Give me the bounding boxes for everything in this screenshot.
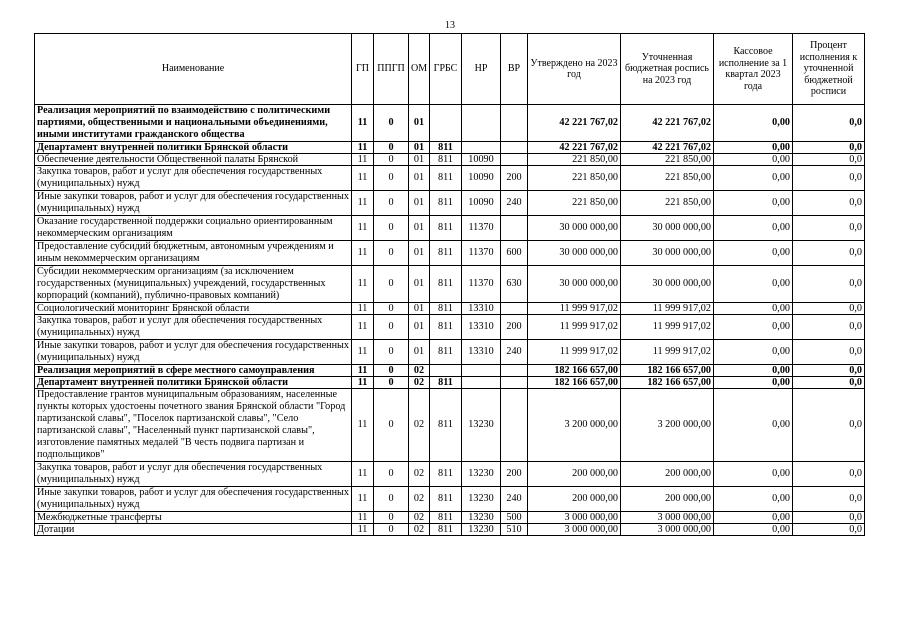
table-row: [35, 303, 865, 315]
cell-gp: 11: [352, 389, 374, 462]
cell-name: Дотации: [35, 524, 352, 536]
cell-grbs: 811: [430, 487, 462, 512]
cell-om: 01: [409, 303, 430, 315]
cell-np: 10090: [462, 191, 501, 216]
cell-grbs: 811: [430, 315, 462, 340]
cell-np: 13310: [462, 303, 501, 315]
header-gp: ГП: [352, 34, 374, 105]
cell-ppgp: 0: [374, 365, 409, 377]
cell-om: 01: [409, 142, 430, 154]
cell-name: Реализация мероприятий по взаимодействию с политическими партиями, общественными и национальными объединениями, иными институтами гражданского общества: [35, 105, 352, 142]
cell-vr: 600: [501, 241, 528, 266]
cell-np: 13230: [462, 487, 501, 512]
cell-gp: 11: [352, 315, 374, 340]
cell-ppgp: 0: [374, 340, 409, 365]
table-body: [35, 105, 865, 536]
cell-ppgp: 0: [374, 105, 409, 142]
cell-gp: 11: [352, 303, 374, 315]
cell-refined: 11 999 917,02: [621, 340, 714, 365]
cell-name: Закупка товаров, работ и услуг для обеспечения государственных (муниципальных) нужд: [35, 462, 352, 487]
cell-cash: 0,00: [714, 266, 793, 303]
cell-approved: 221 850,00: [528, 166, 621, 191]
table-row: [35, 266, 865, 303]
table-row: [35, 241, 865, 266]
cell-gp: 11: [352, 191, 374, 216]
cell-ppgp: 0: [374, 241, 409, 266]
cell-name: Предоставление субсидий бюджетным, автономным учреждениям и иным некоммерческим организациям: [35, 241, 352, 266]
cell-refined: 11 999 917,02: [621, 303, 714, 315]
cell-np: 13230: [462, 512, 501, 524]
header-np: НР: [462, 34, 501, 105]
cell-refined: 3 000 000,00: [621, 524, 714, 536]
cell-gp: 11: [352, 166, 374, 191]
cell-name: Субсидии некоммерческим организациям (за исключением государственных (муниципальных) учреждений, государственных корпораций (компаний), публично-правовых компаний): [35, 266, 352, 303]
cell-gp: 11: [352, 462, 374, 487]
header-percent: Процент исполнения к уточненной бюджетной росписи: [793, 34, 865, 105]
cell-approved: 182 166 657,00: [528, 377, 621, 389]
cell-vr: 240: [501, 191, 528, 216]
table-row: [35, 487, 865, 512]
table-row: [35, 389, 865, 462]
cell-percent: 0,0: [793, 340, 865, 365]
table-row: [35, 512, 865, 524]
cell-ppgp: 0: [374, 389, 409, 462]
table-row: [35, 105, 865, 142]
cell-gp: 11: [352, 487, 374, 512]
cell-refined: 11 999 917,02: [621, 315, 714, 340]
cell-ppgp: 0: [374, 512, 409, 524]
cell-approved: 3 000 000,00: [528, 512, 621, 524]
cell-np: [462, 105, 501, 142]
cell-approved: 42 221 767,02: [528, 142, 621, 154]
cell-gp: 11: [352, 266, 374, 303]
table-row: [35, 340, 865, 365]
cell-om: 01: [409, 154, 430, 166]
cell-approved: 42 221 767,02: [528, 105, 621, 142]
cell-grbs: 811: [430, 462, 462, 487]
cell-vr: [501, 389, 528, 462]
cell-percent: 0,0: [793, 487, 865, 512]
table-row: [35, 154, 865, 166]
header-om: ОМ: [409, 34, 430, 105]
table-row: [35, 462, 865, 487]
header-grbs: ГРБС: [430, 34, 462, 105]
cell-cash: 0,00: [714, 315, 793, 340]
cell-np: 13230: [462, 524, 501, 536]
cell-vr: [501, 216, 528, 241]
cell-vr: [501, 142, 528, 154]
cell-om: 01: [409, 315, 430, 340]
cell-vr: [501, 154, 528, 166]
header-refined: Уточненная бюджетная роспись на 2023 год: [621, 34, 714, 105]
table-row: [35, 166, 865, 191]
cell-om: 02: [409, 512, 430, 524]
cell-refined: 182 166 657,00: [621, 365, 714, 377]
cell-om: 01: [409, 105, 430, 142]
cell-np: [462, 142, 501, 154]
cell-np: 11370: [462, 266, 501, 303]
cell-vr: 630: [501, 266, 528, 303]
header-name: Наименование: [35, 34, 352, 105]
cell-refined: 200 000,00: [621, 462, 714, 487]
cell-refined: 221 850,00: [621, 154, 714, 166]
cell-om: 02: [409, 462, 430, 487]
cell-om: 01: [409, 191, 430, 216]
cell-gp: 11: [352, 340, 374, 365]
cell-ppgp: 0: [374, 266, 409, 303]
cell-vr: [501, 303, 528, 315]
cell-refined: 221 850,00: [621, 191, 714, 216]
cell-percent: 0,0: [793, 365, 865, 377]
cell-cash: 0,00: [714, 462, 793, 487]
cell-grbs: 811: [430, 216, 462, 241]
cell-gp: 11: [352, 377, 374, 389]
cell-grbs: 811: [430, 191, 462, 216]
cell-approved: 182 166 657,00: [528, 365, 621, 377]
table-row: [35, 524, 865, 536]
cell-cash: 0,00: [714, 142, 793, 154]
cell-gp: 11: [352, 524, 374, 536]
cell-vr: [501, 365, 528, 377]
cell-ppgp: 0: [374, 462, 409, 487]
cell-np: 13310: [462, 340, 501, 365]
cell-percent: 0,0: [793, 462, 865, 487]
header-approved: Утверждено на 2023 год: [528, 34, 621, 105]
cell-cash: 0,00: [714, 166, 793, 191]
cell-percent: 0,0: [793, 216, 865, 241]
cell-grbs: 811: [430, 524, 462, 536]
cell-vr: [501, 377, 528, 389]
cell-om: 02: [409, 377, 430, 389]
cell-ppgp: 0: [374, 487, 409, 512]
cell-ppgp: 0: [374, 315, 409, 340]
cell-name: Закупка товаров, работ и услуг для обеспечения государственных (муниципальных) нужд: [35, 166, 352, 191]
cell-gp: 11: [352, 105, 374, 142]
cell-cash: 0,00: [714, 216, 793, 241]
cell-np: 13310: [462, 315, 501, 340]
cell-refined: 30 000 000,00: [621, 266, 714, 303]
cell-grbs: 811: [430, 166, 462, 191]
cell-vr: [501, 105, 528, 142]
cell-percent: 0,0: [793, 315, 865, 340]
cell-percent: 0,0: [793, 303, 865, 315]
cell-ppgp: 0: [374, 142, 409, 154]
cell-approved: 11 999 917,02: [528, 303, 621, 315]
cell-cash: 0,00: [714, 154, 793, 166]
cell-refined: 30 000 000,00: [621, 241, 714, 266]
cell-grbs: 811: [430, 154, 462, 166]
cell-vr: 510: [501, 524, 528, 536]
cell-om: 02: [409, 365, 430, 377]
cell-np: 11370: [462, 241, 501, 266]
cell-om: 01: [409, 216, 430, 241]
cell-gp: 11: [352, 216, 374, 241]
cell-percent: 0,0: [793, 266, 865, 303]
cell-vr: 200: [501, 462, 528, 487]
cell-refined: 3 000 000,00: [621, 512, 714, 524]
cell-refined: 42 221 767,02: [621, 105, 714, 142]
cell-grbs: 811: [430, 377, 462, 389]
cell-name: Оказание государственной поддержки социально ориентированным некоммерческим организациям: [35, 216, 352, 241]
table-row: [35, 315, 865, 340]
cell-approved: 30 000 000,00: [528, 266, 621, 303]
cell-ppgp: 0: [374, 377, 409, 389]
cell-ppgp: 0: [374, 191, 409, 216]
cell-approved: 3 200 000,00: [528, 389, 621, 462]
cell-percent: 0,0: [793, 377, 865, 389]
cell-approved: 200 000,00: [528, 462, 621, 487]
cell-approved: 11 999 917,02: [528, 340, 621, 365]
cell-percent: 0,0: [793, 142, 865, 154]
cell-percent: 0,0: [793, 191, 865, 216]
cell-cash: 0,00: [714, 512, 793, 524]
cell-approved: 221 850,00: [528, 154, 621, 166]
cell-refined: 221 850,00: [621, 166, 714, 191]
cell-om: 02: [409, 487, 430, 512]
cell-name: Департамент внутренней политики Брянской области: [35, 377, 352, 389]
cell-np: 10090: [462, 154, 501, 166]
table-row: [35, 365, 865, 377]
cell-np: 13230: [462, 462, 501, 487]
cell-om: 01: [409, 166, 430, 191]
cell-grbs: 811: [430, 241, 462, 266]
cell-ppgp: 0: [374, 154, 409, 166]
cell-name: Предоставление грантов муниципальным образованиям, населенные пункты которых удостоены почетного звания Брянской области "Город партизанской славы", "Поселок партизанской славы", "Село партизанской славы", "Населенный пункт партизанской славы", изготовление памятных медалей "В честь подвига партизан и подпольщиков": [35, 389, 352, 462]
cell-om: 01: [409, 340, 430, 365]
cell-name: Обеспечение деятельности Общественной палаты Брянской: [35, 154, 352, 166]
cell-refined: 182 166 657,00: [621, 377, 714, 389]
cell-np: [462, 377, 501, 389]
cell-approved: 30 000 000,00: [528, 241, 621, 266]
cell-grbs: 811: [430, 340, 462, 365]
cell-ppgp: 0: [374, 524, 409, 536]
page-number: 13: [445, 20, 455, 31]
cell-cash: 0,00: [714, 241, 793, 266]
cell-vr: 240: [501, 487, 528, 512]
cell-grbs: 811: [430, 389, 462, 462]
header-ppgp: ППГП: [374, 34, 409, 105]
cell-cash: 0,00: [714, 340, 793, 365]
cell-ppgp: 0: [374, 166, 409, 191]
cell-om: 01: [409, 241, 430, 266]
cell-grbs: 811: [430, 266, 462, 303]
cell-name: Иные закупки товаров, работ и услуг для обеспечения государственных (муниципальных) нужд: [35, 191, 352, 216]
cell-cash: 0,00: [714, 487, 793, 512]
cell-vr: 200: [501, 166, 528, 191]
cell-om: 01: [409, 266, 430, 303]
cell-np: [462, 365, 501, 377]
cell-gp: 11: [352, 512, 374, 524]
cell-vr: 240: [501, 340, 528, 365]
cell-cash: 0,00: [714, 389, 793, 462]
cell-name: Социологический мониторинг Брянской области: [35, 303, 352, 315]
cell-np: 10090: [462, 166, 501, 191]
cell-percent: 0,0: [793, 241, 865, 266]
cell-cash: 0,00: [714, 105, 793, 142]
cell-grbs: [430, 365, 462, 377]
cell-gp: 11: [352, 365, 374, 377]
cell-np: 13230: [462, 389, 501, 462]
cell-cash: 0,00: [714, 303, 793, 315]
header-vr: ВР: [501, 34, 528, 105]
cell-gp: 11: [352, 142, 374, 154]
cell-ppgp: 0: [374, 303, 409, 315]
header-cash: Кассовое исполнение за 1 квартал 2023 года: [714, 34, 793, 105]
cell-name: Реализация мероприятий в сфере местного самоуправления: [35, 365, 352, 377]
cell-refined: 3 200 000,00: [621, 389, 714, 462]
cell-percent: 0,0: [793, 389, 865, 462]
cell-name: Департамент внутренней политики Брянской области: [35, 142, 352, 154]
cell-grbs: 811: [430, 142, 462, 154]
cell-refined: 42 221 767,02: [621, 142, 714, 154]
table-row: [35, 191, 865, 216]
cell-name: Межбюджетные трансферты: [35, 512, 352, 524]
cell-name: Иные закупки товаров, работ и услуг для обеспечения государственных (муниципальных) нужд: [35, 340, 352, 365]
cell-om: 02: [409, 524, 430, 536]
cell-percent: 0,0: [793, 166, 865, 191]
cell-percent: 0,0: [793, 512, 865, 524]
table-row: [35, 142, 865, 154]
cell-cash: 0,00: [714, 524, 793, 536]
cell-percent: 0,0: [793, 105, 865, 142]
cell-vr: 500: [501, 512, 528, 524]
cell-percent: 0,0: [793, 154, 865, 166]
cell-ppgp: 0: [374, 216, 409, 241]
cell-grbs: 811: [430, 303, 462, 315]
cell-approved: 221 850,00: [528, 191, 621, 216]
cell-vr: 200: [501, 315, 528, 340]
cell-refined: 200 000,00: [621, 487, 714, 512]
table-row: [35, 216, 865, 241]
cell-name: Закупка товаров, работ и услуг для обеспечения государственных (муниципальных) нужд: [35, 315, 352, 340]
cell-np: 11370: [462, 216, 501, 241]
cell-grbs: 811: [430, 512, 462, 524]
budget-table: [34, 33, 865, 536]
cell-approved: 30 000 000,00: [528, 216, 621, 241]
cell-cash: 0,00: [714, 191, 793, 216]
cell-approved: 3 000 000,00: [528, 524, 621, 536]
cell-gp: 11: [352, 241, 374, 266]
cell-approved: 200 000,00: [528, 487, 621, 512]
cell-cash: 0,00: [714, 365, 793, 377]
cell-gp: 11: [352, 154, 374, 166]
cell-cash: 0,00: [714, 377, 793, 389]
cell-name: Иные закупки товаров, работ и услуг для обеспечения государственных (муниципальных) нужд: [35, 487, 352, 512]
cell-approved: 11 999 917,02: [528, 315, 621, 340]
table-row: [35, 377, 865, 389]
cell-grbs: [430, 105, 462, 142]
cell-refined: 30 000 000,00: [621, 216, 714, 241]
cell-om: 02: [409, 389, 430, 462]
table-header-row: [35, 34, 865, 105]
cell-percent: 0,0: [793, 524, 865, 536]
